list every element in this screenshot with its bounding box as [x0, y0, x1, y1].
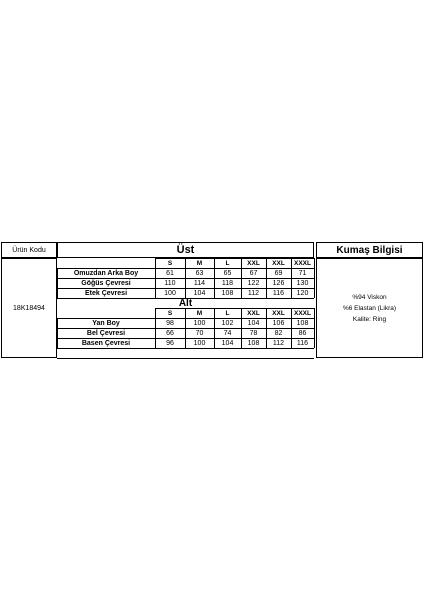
measurement-value: 86: [298, 329, 307, 337]
grid-line: [57, 348, 314, 349]
grid-line: [155, 258, 156, 298]
measurement-value: 82: [274, 329, 283, 337]
measurement-value: 67: [249, 269, 258, 277]
measurement-value: 120: [296, 289, 309, 297]
measurement-value: 96: [166, 339, 174, 347]
size-header: XXL: [247, 309, 260, 317]
fabric-info-header: [316, 242, 423, 258]
fabric-line: %94 Viskon: [352, 293, 387, 301]
product-code-value: 18K18494: [13, 304, 45, 312]
grid-line: [57, 268, 58, 298]
grid-line: [155, 308, 156, 348]
measurement-label: Bel Çevresi: [86, 329, 126, 337]
measurement-value: 106: [272, 319, 285, 327]
measurement-value: 112: [247, 289, 260, 297]
measurement-value: 114: [193, 279, 206, 287]
size-header: XXXL: [294, 309, 311, 317]
grid-line: [266, 258, 267, 298]
measurement-value: 78: [249, 329, 258, 337]
measurement-value: 66: [166, 329, 174, 337]
measurement-value: 74: [223, 329, 232, 337]
grid-line: [185, 308, 186, 348]
grid-line: [214, 258, 215, 298]
measurement-value: 65: [223, 269, 232, 277]
size-header: L: [225, 309, 230, 317]
measurement-value: 102: [221, 319, 234, 327]
grid-line: [214, 308, 215, 348]
measurement-value: 63: [195, 269, 204, 277]
measurement-value: 112: [272, 339, 285, 347]
fabric-info-label: Kumaş Bilgisi: [336, 244, 403, 256]
top-section-label: Üst: [176, 244, 195, 256]
grid-line: [241, 258, 242, 298]
grid-line: [314, 308, 315, 348]
measurement-label: Etek Çevresi: [84, 289, 128, 297]
measurement-value: 126: [272, 279, 285, 287]
size-header: S: [167, 259, 173, 267]
measurement-value: 100: [193, 339, 206, 347]
fabric-line: %6 Elastan (Likra): [342, 304, 397, 312]
grid-line: [57, 358, 314, 359]
measurement-value: 118: [221, 279, 234, 287]
measurement-value: 69: [274, 269, 283, 277]
grid-line: [314, 258, 315, 298]
measurement-value: 116: [272, 289, 285, 297]
bottom-section-header: Alt: [57, 298, 314, 308]
grid-line: [241, 308, 242, 348]
size-header: M: [196, 309, 203, 317]
size-header: XXL: [272, 259, 285, 267]
measurement-value: 116: [296, 339, 309, 347]
size-header: XXL: [247, 259, 260, 267]
grid-line: [291, 258, 292, 298]
measurement-value: 130: [296, 279, 309, 287]
size-header: XXXL: [294, 259, 311, 267]
measurement-value: 122: [247, 279, 260, 287]
measurement-value: 104: [193, 289, 206, 297]
measurement-value: 61: [166, 269, 174, 277]
measurement-value: 108: [296, 319, 309, 327]
grid-line: [185, 258, 186, 298]
grid-line: [266, 308, 267, 348]
measurement-label: Yan Boy: [92, 319, 120, 327]
measurement-value: 104: [221, 339, 234, 347]
product-code-cell: [1, 258, 57, 358]
measurement-value: 98: [166, 319, 174, 327]
grid-line: [57, 298, 314, 299]
top-section-header: [57, 242, 314, 258]
measurement-value: 70: [195, 329, 204, 337]
measurement-value: 100: [193, 319, 206, 327]
fabric-info-text: [316, 258, 423, 358]
product-code-header: [1, 242, 57, 258]
measurement-label: Basen Çevresi: [81, 339, 131, 347]
product-code-header-label: Ürün Kodu: [12, 246, 46, 254]
measurement-value: 100: [164, 289, 176, 297]
grid-line: [291, 308, 292, 348]
measurement-label: Omuzdan Arka Boy: [73, 269, 139, 277]
size-header: M: [196, 259, 203, 267]
measurement-value: 71: [298, 269, 307, 277]
measurement-value: 108: [247, 339, 260, 347]
size-header: S: [167, 309, 173, 317]
size-header: L: [225, 259, 230, 267]
measurement-value: 108: [221, 289, 234, 297]
grid-line: [57, 318, 58, 348]
fabric-line: Kalite: Ring: [352, 315, 387, 323]
measurement-value: 104: [247, 319, 260, 327]
size-header: XXL: [272, 309, 285, 317]
measurement-label: Göğüs Çevresi: [81, 279, 131, 287]
measurement-value: 110: [164, 279, 176, 287]
